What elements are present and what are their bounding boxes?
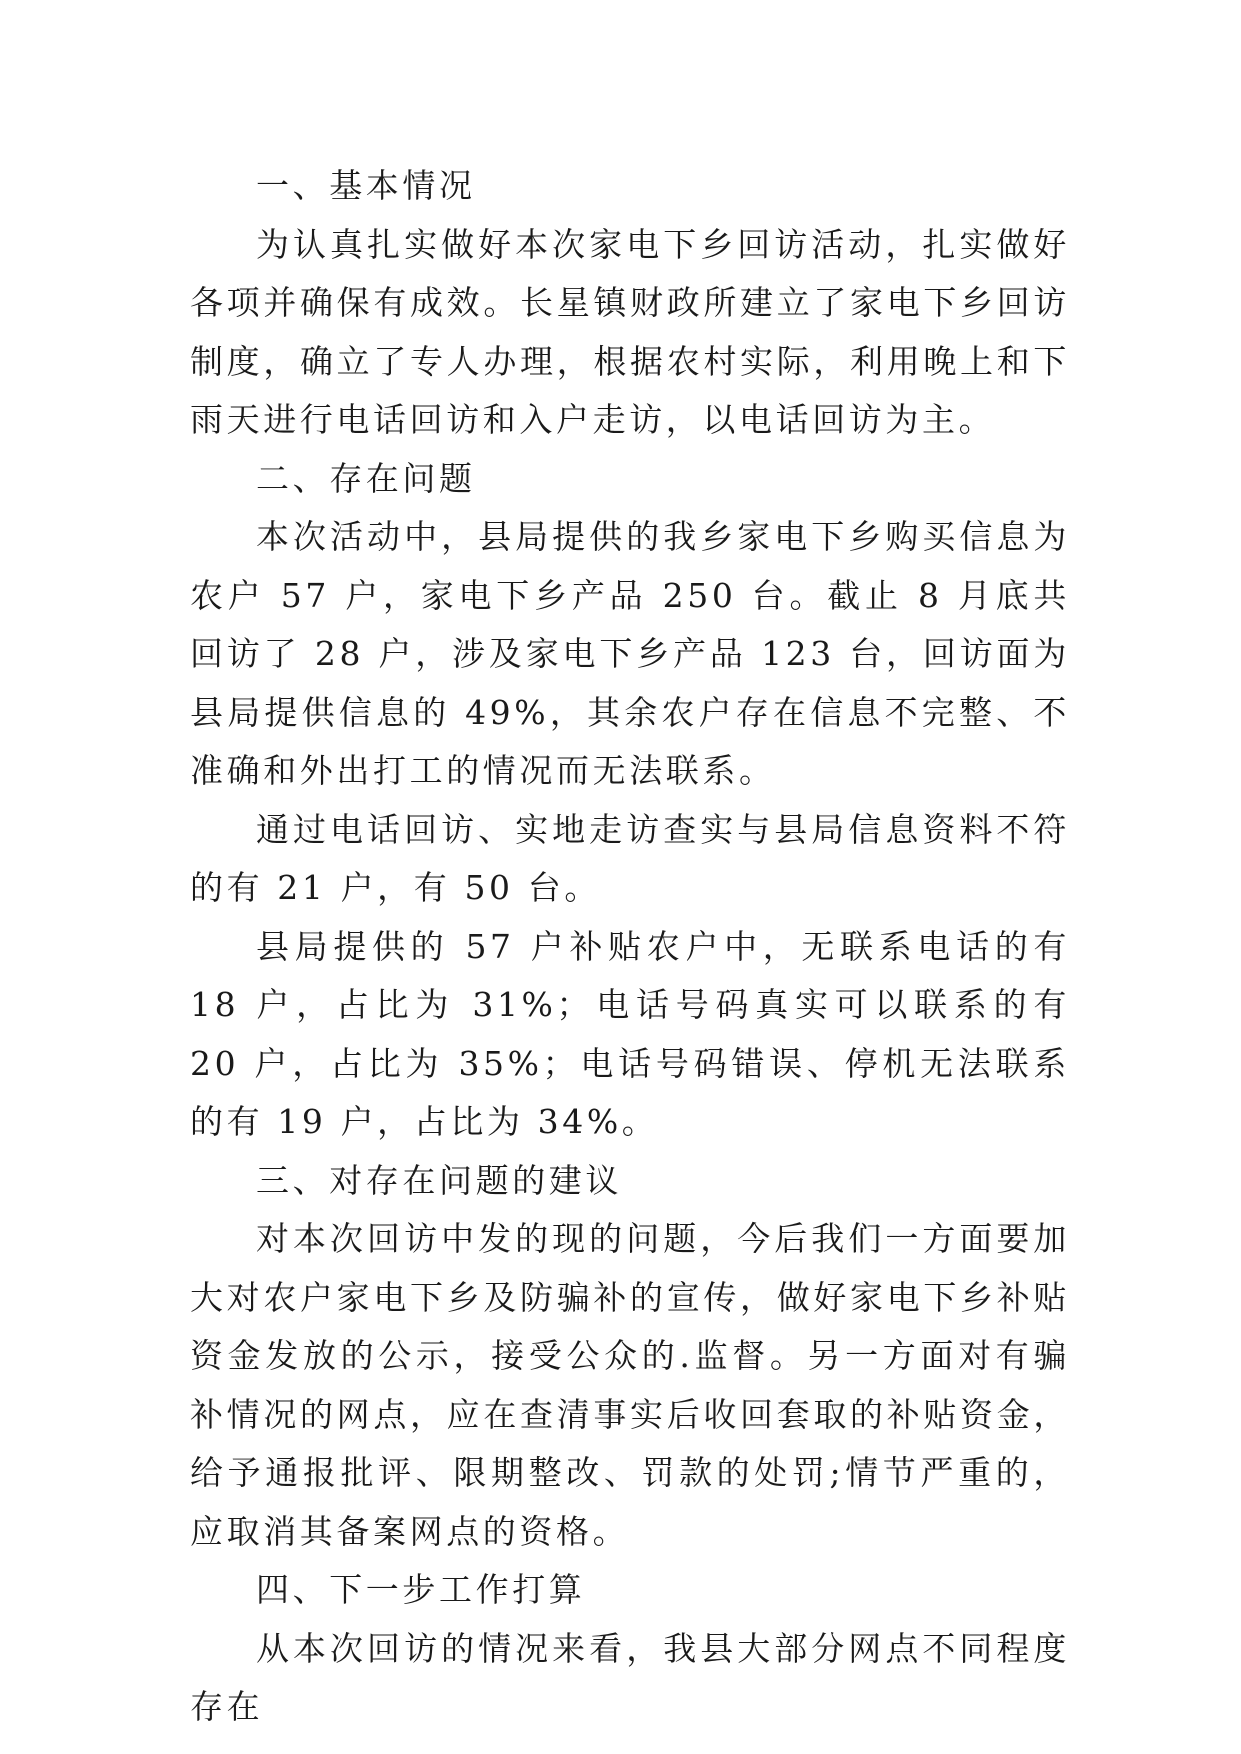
paragraph-suggestions: 对本次回访中发的现的问题，今后我们一方面要加大对农户家电下乡及防骗补的宣传，做好家电下乡补贴资金发放的公示，接受公众的.监督。另一方面对有骗补情况的网点，应在查清事实后收回套取的补贴资金，给予通报批评、限期整改、罚款的处罚;情节严重的，应取消其备案网点的资格。 bbox=[190, 1219, 1070, 1551]
section-heading-next-steps: 四、下一步工作打算 bbox=[256, 1570, 586, 1609]
paragraph-problems-overview: 本次活动中，县局提供的我乡家电下乡购买信息为农户 57 户，家电下乡产品 250 台。截止 8 月底共回访了 28 户，涉及家电下乡产品 123 台，回访面为县局提供信息的 49%，其余农户存在信息不完整、不准确和外出打工的情况而无法联系。 bbox=[190, 517, 1070, 790]
paragraph-phone-statistics: 县局提供的 57 户补贴农户中，无联系电话的有 18 户，占比为 31%；电话号码真实可以联系的有 20 户，占比为 35%；电话号码错误、停机无法联系的有 19 户，占比为 34%。 bbox=[190, 926, 1070, 1141]
section-heading-existing-problems: 二、存在问题 bbox=[256, 458, 476, 498]
section-heading-basic-situation: 一、基本情况 bbox=[256, 166, 476, 205]
document-body bbox=[190, 157, 1070, 1737]
paragraph-basic-situation: 为认真扎实做好本次家电下乡回访活动，扎实做好各项并确保有成效。长星镇财政所建立了家电下乡回访制度，确立了专人办理，根据农村实际，利用晚上和下雨天进行电话回访和入户走访，以电话回访为主。 bbox=[190, 224, 1070, 439]
paragraph-next-steps: 从本次回访的情况来看，我县大部分网点不同程度存在 bbox=[190, 1628, 1070, 1726]
section-heading-suggestions: 三、对存在问题的建议 bbox=[256, 1160, 622, 1200]
paragraph-mismatch-records: 通过电话回访、实地走访查实与县局信息资料不符的有 21 户，有 50 台。 bbox=[190, 809, 1070, 907]
